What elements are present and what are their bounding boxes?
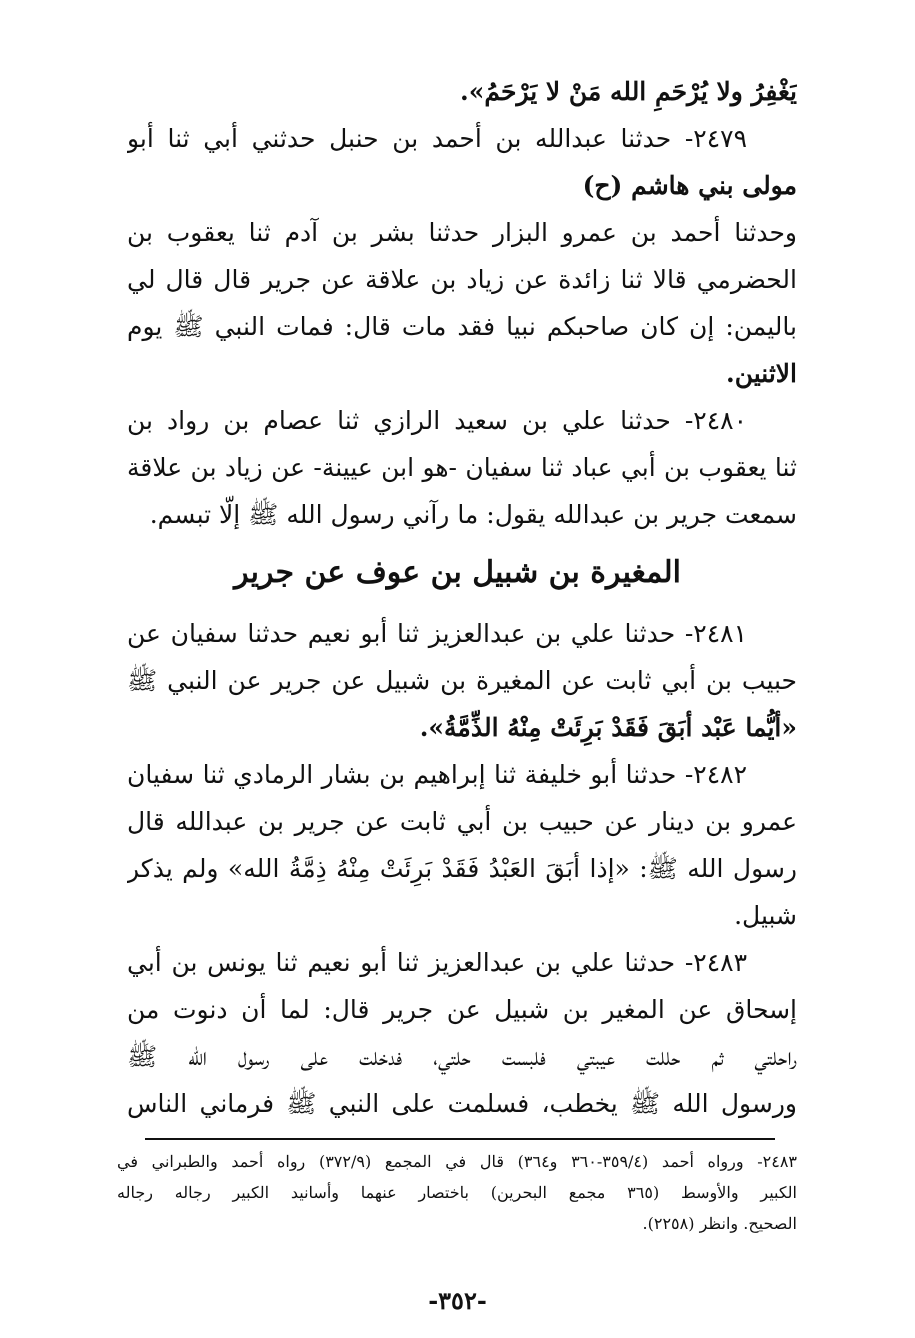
- text-block-bottom: [127, 610, 797, 1127]
- text-line: سمعت جرير بن عبدالله يقول: ما رآني رسول الله ﷺ إلّا تبسم.: [149, 500, 797, 529]
- text-block-top: [127, 68, 797, 538]
- text-line-hadith-2481: ٢٤٨١- حدثنا علي بن عبدالعزيز ثنا أبو نعيم حدثنا سفيان عن: [127, 619, 747, 648]
- section-heading: المغيرة بن شبيل بن عوف عن جرير: [234, 555, 681, 590]
- text-line: وحدثنا أحمد بن عمرو البزار حدثنا بشر بن آدم ثنا يعقوب بن: [127, 218, 797, 247]
- text-line: الاثنين.: [726, 359, 797, 388]
- text-line: عمرو بن دينار عن حبيب بن أبي ثابت عن جرير بن عبدالله قال: [127, 807, 797, 836]
- text-line: رسول الله ﷺ: «إذا أبَقَ العَبْدُ فَقَدْ بَرِئَتْ مِنْهُ ذِمَّةُ الله» ولم يذكر: [127, 854, 797, 883]
- footnote-divider: [145, 1138, 775, 1140]
- page-number: -٣٥٢-: [428, 1286, 487, 1315]
- text-line: باليمن: إن كان صاحبكم نبيا فقد مات قال: فمات النبي ﷺ يوم: [127, 312, 797, 341]
- footnote-line: الصحيح. وانظر (٢٢٥٨).: [642, 1214, 797, 1233]
- text-line-hadith-2480: ٢٤٨٠- حدثنا علي بن سعيد الرازي ثنا عصام بن رواد بن: [127, 406, 747, 435]
- footnote-line: ٢٤٨٣- ورواه أحمد (٣٥٩/٤-٣٦٠ و٣٦٤) قال في المجمع (٣٧٢/٩) رواه أحمد والطبراني في: [117, 1152, 797, 1171]
- text-line: شبيل.: [734, 901, 797, 930]
- text-line: مولى بني هاشم (ح): [582, 171, 797, 200]
- text-line-hadith-2482: ٢٤٨٢- حدثنا أبو خليفة ثنا إبراهيم بن بشار الرمادي ثنا سفيان: [127, 760, 747, 789]
- text-line-hadith-2483: ٢٤٨٣- حدثنا علي بن عبدالعزيز ثنا أبو نعيم ثنا يونس بن أبي: [127, 948, 747, 977]
- footnote: [117, 1146, 797, 1239]
- text-line: راحلتي ثم حللت عيبتي فلبست حلتي، فدخلت على رسول الله ﷺ: [127, 1042, 797, 1071]
- text-line: ورسول الله ﷺ يخطب، فسلمت على النبي ﷺ فرماني الناس: [127, 1089, 797, 1118]
- text-line: «أيُّما عَبْد أبَقَ فَقَدْ بَرِئَتْ مِنْهُ الذِّمَّةُ».: [419, 713, 797, 742]
- text-line: حبيب بن أبي ثابت عن المغيرة بن شبيل عن جرير عن النبي ﷺ: [127, 666, 797, 695]
- text-line: الحضرمي قالا ثنا زائدة عن زياد بن علاقة عن جرير قال قال لي: [127, 265, 797, 294]
- text-line-hadith-2479: ٢٤٧٩- حدثنا عبدالله بن أحمد بن حنبل حدثني أبي ثنا أبو: [127, 124, 747, 153]
- text-line: ثنا يعقوب بن أبي عباد ثنا سفيان -هو ابن عيينة- عن زياد بن علاقة: [127, 453, 797, 482]
- text-line: إسحاق عن المغير بن شبيل عن جرير قال: لما أن دنوت من: [127, 995, 797, 1024]
- text-line: يَغْفِرُ ولا يُرْحَمِ الله مَنْ لا يَرْحَمُ».: [460, 77, 797, 106]
- footnote-line: الكبير والأوسط (٣٦٥ مجمع البحرين) باختصار عنهما وأسانيد الكبير رجاله رجاله: [117, 1183, 797, 1202]
